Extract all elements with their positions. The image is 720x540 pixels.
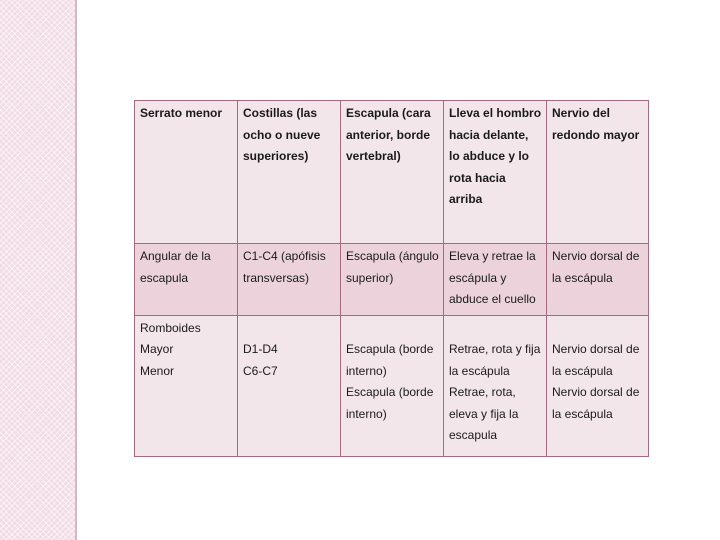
- cell-action: [444, 315, 547, 456]
- cell-muscle-name: [135, 244, 238, 316]
- cell-line: Escapula (borde: [346, 342, 434, 356]
- cell-line: superiores): [243, 149, 309, 163]
- cell-line: escapula: [449, 428, 498, 442]
- muscle-table: [134, 100, 649, 457]
- cell-line: Escapula (cara: [346, 106, 431, 120]
- cell-line: Menor: [140, 363, 175, 378]
- cell-line: superior): [346, 270, 394, 285]
- cell-line: escapula: [140, 270, 189, 285]
- cell-spacer: [552, 318, 644, 340]
- cell-line: Eleva y retrae la: [449, 249, 536, 263]
- cell-line: Retrae, rota,: [449, 385, 516, 399]
- cell-line: C1-C4 (apófisis: [243, 249, 326, 263]
- cell-line: Nervio dorsal de: [552, 385, 640, 399]
- cell-line: D1-D4: [243, 342, 278, 356]
- cell-insertion: [341, 101, 444, 244]
- cell-line: Lleva el hombro: [449, 106, 542, 120]
- table-row-angular: [135, 244, 649, 316]
- cell-origin: [238, 244, 341, 316]
- cell-line: ocho o nueve: [243, 127, 321, 142]
- cell-line: interno): [346, 363, 387, 378]
- cell-nerve: [547, 101, 649, 244]
- cell-line: interno): [346, 406, 387, 421]
- cell-line: Escapula (borde: [346, 385, 434, 399]
- cell-line: Escapula (ángulo: [346, 249, 439, 263]
- cell-muscle-name: [135, 101, 238, 244]
- cell-nerve: [547, 244, 649, 316]
- cell-line: hacia delante,: [449, 127, 529, 142]
- cell-action: [444, 244, 547, 316]
- cell-origin: [238, 101, 341, 244]
- cell-line: la escápula: [552, 270, 613, 285]
- cell-line: abduce el cuello: [449, 292, 536, 306]
- cell-action: [444, 101, 547, 244]
- cell-line: Mayor: [140, 342, 174, 356]
- cell-insertion: [341, 315, 444, 456]
- cell-line: redondo mayor: [552, 127, 640, 142]
- cell-line: rota hacia: [449, 170, 506, 185]
- decorative-side-band: [0, 0, 77, 540]
- cell-line: C6-C7: [243, 363, 278, 378]
- cell-muscle-name: [135, 315, 238, 456]
- cell-line: Costillas (las: [243, 106, 318, 120]
- table-row-serrato: [135, 101, 649, 244]
- cell-spacer: [243, 318, 336, 340]
- cell-line: eleva y fija la: [449, 406, 519, 421]
- cell-line: Angular de la: [140, 249, 211, 263]
- cell-line: Nervio dorsal de: [552, 342, 640, 356]
- cell-line: la escápula: [449, 363, 510, 378]
- cell-origin: [238, 315, 341, 456]
- cell-line: lo abduce y lo: [449, 149, 530, 163]
- cell-line: Serrato menor: [140, 106, 223, 120]
- cell-line: Romboides: [140, 320, 201, 335]
- cell-line: Nervio dorsal de: [552, 249, 640, 263]
- cell-line: transversas): [243, 270, 310, 285]
- cell-spacer: [449, 318, 542, 340]
- cell-line: la escápula: [552, 406, 613, 421]
- cell-line: arriba: [449, 192, 483, 206]
- cell-line: Retrae, rota y fija: [449, 342, 541, 356]
- cell-line: Nervio del: [552, 106, 611, 120]
- cell-line: anterior, borde: [346, 127, 431, 142]
- cell-line: la escápula: [552, 363, 613, 378]
- table-row-romboides: [135, 315, 649, 456]
- cell-nerve: [547, 315, 649, 456]
- cell-line: escápula y: [449, 270, 507, 285]
- cell-insertion: [341, 244, 444, 316]
- cell-line: vertebral): [346, 149, 401, 163]
- cell-spacer: [346, 318, 439, 340]
